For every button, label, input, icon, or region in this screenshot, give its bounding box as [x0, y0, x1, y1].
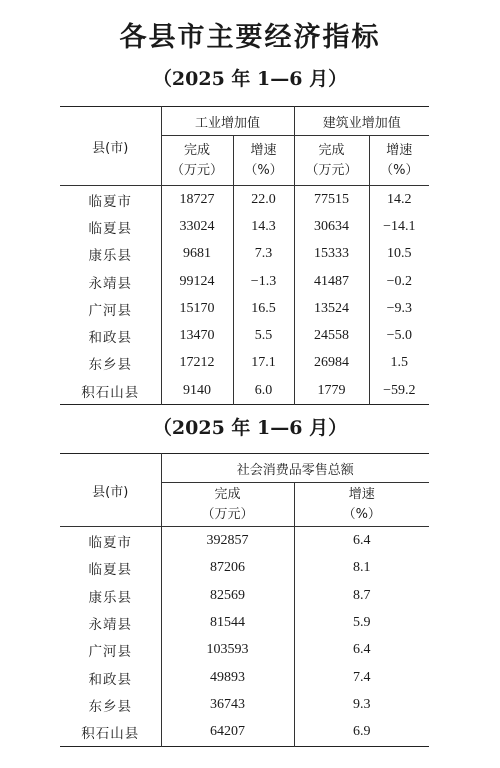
construction-growth: 1.5: [369, 350, 429, 377]
table-row: [60, 582, 429, 609]
industry-value: 33024: [161, 213, 233, 240]
industry-value: 13470: [161, 322, 233, 349]
table-row: [60, 527, 429, 555]
growth-label: 增速: [386, 142, 413, 158]
table-row: [60, 718, 429, 746]
industry-value: 18727: [161, 186, 233, 214]
county-name: 东乡县: [88, 357, 132, 374]
completed-unit: （万元）: [170, 162, 223, 178]
completed-unit: （万元）: [201, 506, 254, 522]
page-title: 各县市主要经济指标: [119, 22, 381, 53]
county-name: 广河县: [88, 644, 132, 661]
construction-value: 13524: [294, 295, 369, 322]
county-name: 永靖县: [88, 616, 132, 633]
retail-value: 81544: [161, 609, 294, 636]
table-row: [60, 555, 429, 582]
completed-label: 完成: [214, 486, 241, 502]
retail-growth: 6.4: [294, 527, 429, 555]
county-name: 康乐县: [88, 248, 132, 265]
retail-growth: 8.7: [294, 582, 429, 609]
retail-value: 49893: [161, 664, 294, 691]
retail-completed-header: [161, 483, 294, 527]
growth-label: 增速: [348, 486, 375, 502]
construction-value: 41487: [294, 268, 369, 295]
table1-period: （2025 年 1—6 月）: [152, 68, 348, 90]
county-name: 积石山县: [81, 726, 140, 743]
construction-growth: −5.0: [369, 322, 429, 349]
county-name: 康乐县: [88, 589, 132, 606]
industry-growth: 7.3: [233, 241, 294, 268]
county-name: 广河县: [88, 302, 132, 319]
retail-sales-table: [60, 453, 429, 746]
construction-value: 77515: [294, 186, 369, 214]
construction-value: 15333: [294, 241, 369, 268]
table-row: [60, 664, 429, 691]
construction-value: 30634: [294, 213, 369, 240]
county-name: 和政县: [88, 330, 132, 347]
table-row: [60, 295, 429, 322]
construction-completed-header: [294, 136, 369, 186]
construction-value: 26984: [294, 350, 369, 377]
retail-group-header: 社会消费品零售总额: [161, 454, 429, 483]
construction-growth-header: [369, 136, 429, 186]
table-row: [60, 268, 429, 295]
county-header: 县(市): [60, 107, 161, 186]
county-name: 临夏县: [88, 220, 132, 237]
industry-value: 99124: [161, 268, 233, 295]
industry-growth: 14.3: [233, 213, 294, 240]
county-header: 县(市): [60, 454, 161, 527]
industry-growth: 5.5: [233, 322, 294, 349]
industry-growth-header: [233, 136, 294, 186]
county-name: 东乡县: [88, 698, 132, 715]
industry-value: 17212: [161, 350, 233, 377]
retail-growth: 9.3: [294, 691, 429, 718]
industry-value: 15170: [161, 295, 233, 322]
retail-value: 82569: [161, 582, 294, 609]
table-row: [60, 350, 429, 377]
retail-growth: 8.1: [294, 555, 429, 582]
table-row: [60, 322, 429, 349]
industry-construction-table: [60, 106, 429, 405]
table-row: [60, 691, 429, 718]
retail-growth-header: [294, 483, 429, 527]
growth-unit: （%）: [244, 162, 283, 178]
industry-growth: 22.0: [233, 186, 294, 214]
construction-growth: 14.2: [369, 186, 429, 214]
county-name: 永靖县: [88, 275, 132, 292]
construction-group-header: 建筑业增加值: [294, 107, 429, 136]
industry-group-header: 工业增加值: [161, 107, 294, 136]
construction-growth: −14.1: [369, 213, 429, 240]
county-name: 临夏市: [88, 535, 132, 552]
retail-value: 64207: [161, 718, 294, 746]
industry-growth: 16.5: [233, 295, 294, 322]
county-name: 和政县: [88, 671, 132, 688]
growth-unit: （%）: [380, 162, 419, 178]
construction-value: 1779: [294, 377, 369, 405]
retail-growth: 6.9: [294, 718, 429, 746]
industry-completed-header: [161, 136, 233, 186]
retail-value: 87206: [161, 555, 294, 582]
industry-value: 9140: [161, 377, 233, 405]
retail-value: 392857: [161, 527, 294, 555]
industry-growth: 6.0: [233, 377, 294, 405]
retail-growth: 7.4: [294, 664, 429, 691]
retail-value: 103593: [161, 637, 294, 664]
completed-label: 完成: [183, 142, 210, 158]
table-row: [60, 637, 429, 664]
table-row: [60, 186, 429, 214]
construction-growth: −59.2: [369, 377, 429, 405]
industry-growth: −1.3: [233, 268, 294, 295]
table-row: [60, 213, 429, 240]
construction-growth: −9.3: [369, 295, 429, 322]
growth-label: 增速: [250, 142, 277, 158]
construction-growth: 10.5: [369, 241, 429, 268]
industry-value: 9681: [161, 241, 233, 268]
completed-unit: （万元）: [305, 162, 358, 178]
table-row: [60, 377, 429, 405]
retail-growth: 6.4: [294, 637, 429, 664]
table-row: [60, 241, 429, 268]
retail-value: 36743: [161, 691, 294, 718]
table2-period: （2025 年 1—6 月）: [152, 417, 348, 440]
county-name: 积石山县: [81, 384, 140, 401]
table-row: [60, 609, 429, 636]
industry-growth: 17.1: [233, 350, 294, 377]
growth-unit: （%）: [342, 506, 381, 522]
construction-value: 24558: [294, 322, 369, 349]
construction-growth: −0.2: [369, 268, 429, 295]
completed-label: 完成: [318, 142, 345, 158]
county-name: 临夏市: [88, 193, 132, 210]
retail-growth: 5.9: [294, 609, 429, 636]
county-name: 临夏县: [88, 562, 132, 579]
